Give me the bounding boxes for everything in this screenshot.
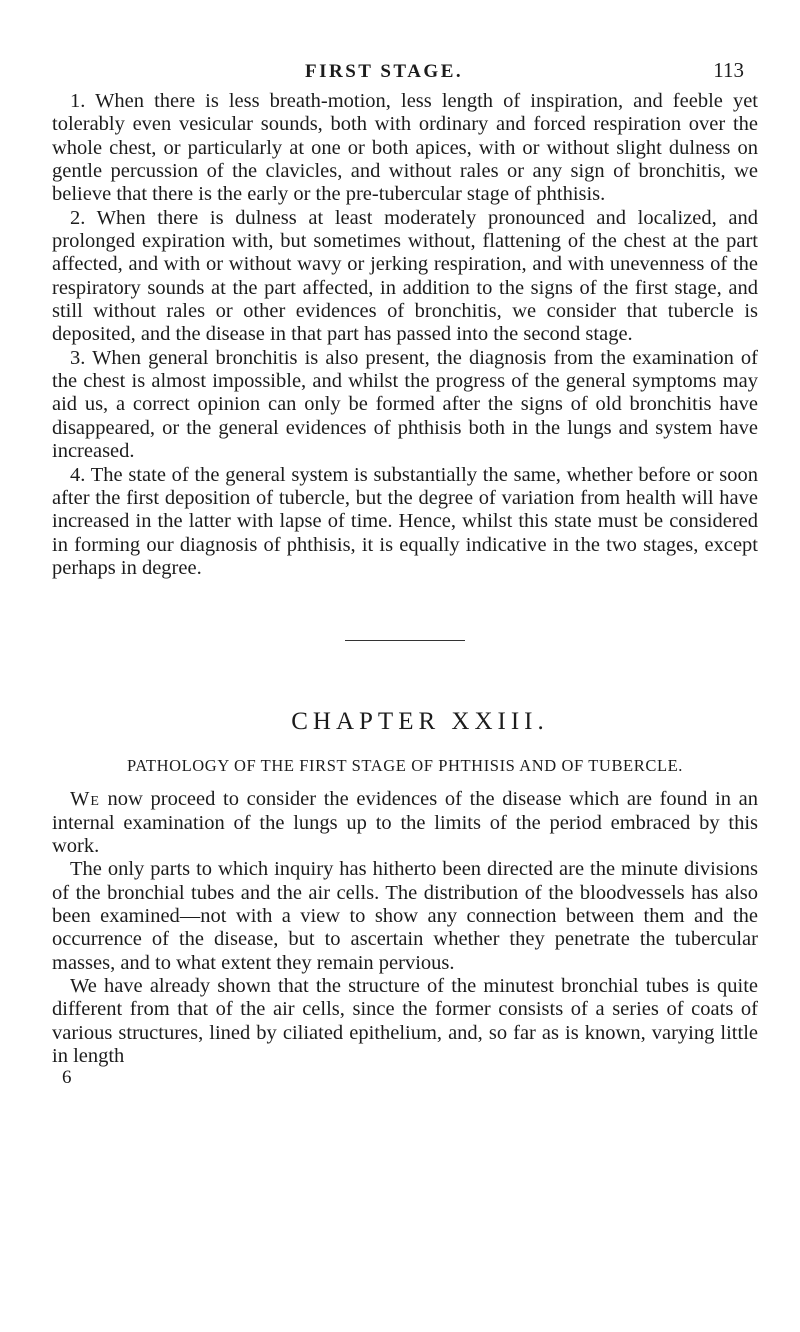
drop-word: We: [70, 788, 100, 811]
chapter-paragraph-1: [52, 788, 758, 858]
paragraph-1: 1. When there is less breath-motion, less length of inspiration, and feeble yet tolerably even vesicular sounds, both with ordinary and forced respiration over the whole chest, or particularly at one or both apices, with or without slight dulness on gentle percussion of the clavicles, and without rales or any sign of bronchitis, we believe that there is the early or the pre-tubercular stage of phthisis.: [52, 90, 758, 206]
paragraph-3: 3. When general bronchitis is also present, the diagnosis from the examination of the chest is almost impossible, and whilst the progress of the general symptoms may aid us, a correct opinion can only be formed after the signs of old bronchitis have disappeared, or the general evidences of phthisis both in the lungs and system have increased.: [52, 346, 758, 463]
chapter-paragraph-3: We have already shown that the structure of the minutest bronchial tubes is quite different from that of the air cells, since the former consists of a series of coats of various structures, lined by ciliated epithelium, and, so far as is known, varying little in length: [52, 974, 758, 1067]
section-divider: [345, 640, 465, 641]
paragraph-text: now proceed to consider the evidences of the disease which are found in an internal examination of the lungs up to the limits of the period embraced by this work.: [52, 788, 758, 857]
page-body: [52, 90, 758, 1088]
running-head: FIRST STAGE.: [305, 61, 464, 82]
chapter-paragraph-2: The only parts to which inquiry has hitherto been directed are the minute divisions of the bronchial tubes and the air cells. The distribution of the bloodvessels has also been examined—not with a view to show any connection between them and the occurrence of the disease, but to ascertain whether they penetrate the tubercular masses, and to what extent they remain pervious.: [52, 858, 758, 974]
paragraph-4: 4. The state of the general system is substantially the same, whether before or soon after the first deposition of tubercle, but the degree of variation from health will have increased in the latter with lapse of time. Hence, whilst this state must be considered in forming our diagnosis of phthisis, it is equally indicative in the two stages, except perhaps in degree.: [52, 463, 758, 579]
paragraph-2: 2. When there is dulness at least moderately pronounced and localized, and prolonged expiration with, but sometimes without, flattening of the chest at the part affected, and with or without wavy or jerking respiration, and with unevenness of the respiratory sounds at the part affected, in addition to the signs of the first stage, and still without rales or other evidences of bronchitis, we consider that tubercle is deposited, and the disease in that part has passed into the second stage.: [52, 206, 758, 346]
page-number: 113: [713, 58, 744, 82]
chapter-subheading: PATHOLOGY OF THE FIRST STAGE OF PHTHISIS AND OF TUBERCLE.: [126, 756, 684, 776]
signature-mark: 6: [62, 1067, 72, 1089]
chapter-heading: CHAPTER XXIII.: [291, 708, 549, 736]
page-header: [0, 58, 800, 88]
